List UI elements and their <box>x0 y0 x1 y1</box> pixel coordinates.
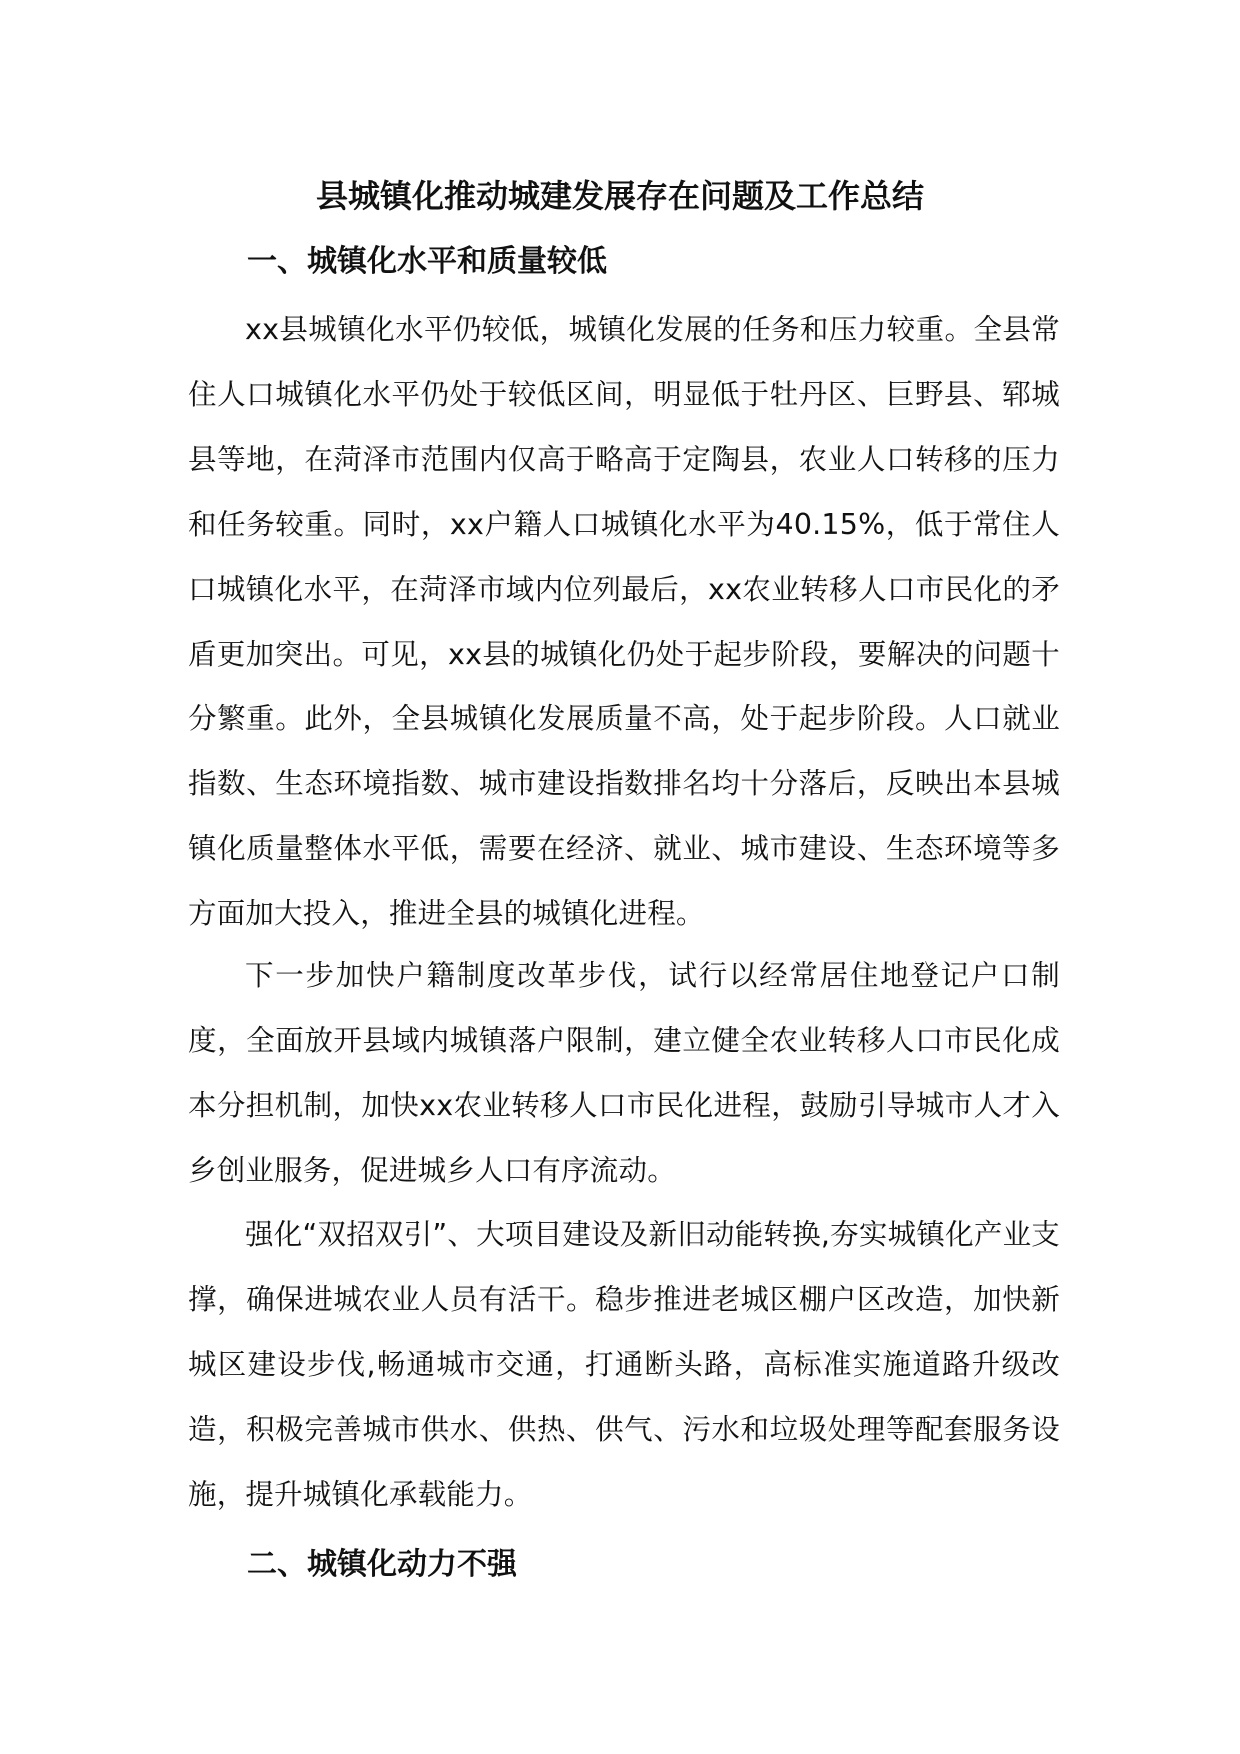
section-heading-2: 二、城镇化动力不强 <box>247 1547 517 1582</box>
document-title: 县城镇化推动城建发展存在问题及工作总结 <box>315 177 924 215</box>
paragraph-2: 下一步加快户籍制度改革步伐，试行以经常居住地登记户口制度，全面放开县域内城镇落户限制，建立健全农业转移人口市民化成本分担机制，加快xx农业转移人口市民化进程，鼓励引导城市人才入乡创业服务，促进城乡人口有序流动。 <box>188 959 1060 1187</box>
section-heading-1: 一、城镇化水平和质量较低 <box>247 244 607 279</box>
paragraph-3: 强化“双招双引”、大项目建设及新旧动能转换,夯实城镇化产业支撑，确保进城农业人员有活干。稳步推进老城区棚户区改造，加快新城区建设步伐,畅通城市交通，打通断头路，高标准实施道路升级改造，积极完善城市供水、供热、供气、污水和垃圾处理等配套服务设施，提升城镇化承载能力。 <box>188 1218 1060 1511</box>
paragraph-1: xx县城镇化水平仍较低，城镇化发展的任务和压力较重。全县常住人口城镇化水平仍处于较低区间，明显低于牡丹区、巨野县、郓城县等地，在菏泽市范围内仅高于略高于定陶县，农业人口转移的压力和任务较重。同时，xx户籍人口城镇化水平为40.15%，低于常住人口城镇化水平，在菏泽市域内位列最后，xx农业转移人口市民化的矛盾更加突出。可见，xx县的城镇化仍处于起步阶段，要解决的问题十分繁重。此外，全县城镇化发展质量不高，处于起步阶段。人口就业指数、生态环境指数、城市建设指数排名均十分落后，反映出本县城镇化质量整体水平低，需要在经济、就业、城市建设、生态环境等多方面加大投入，推进全县的城镇化进程。 <box>188 313 1060 931</box>
